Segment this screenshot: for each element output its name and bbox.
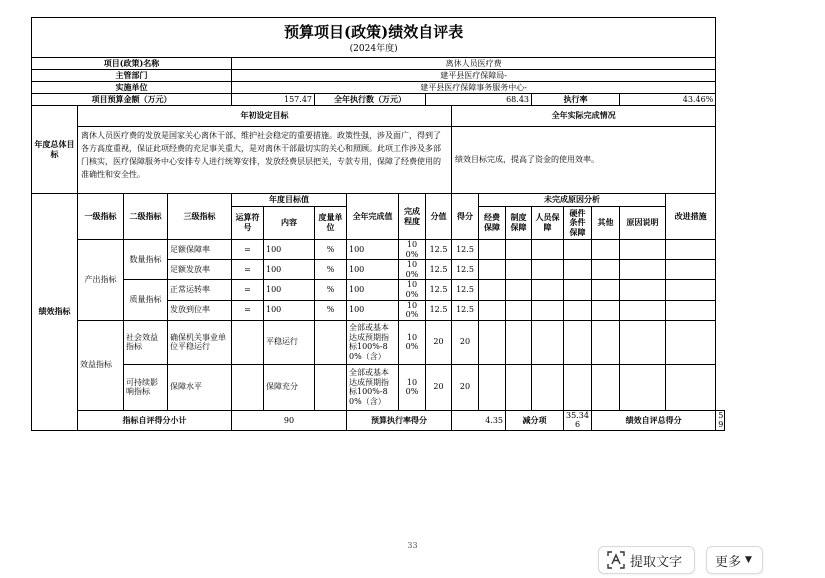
row-actual: 100 xyxy=(347,260,399,280)
row-score: 20 xyxy=(452,320,479,364)
row-score: 12.5 xyxy=(452,240,479,260)
header-actual: 全年完成值 xyxy=(347,194,399,240)
row-degree: 100% xyxy=(399,260,426,280)
row-unit: % xyxy=(315,240,347,260)
l1-benefit: 效益指标 xyxy=(78,320,124,410)
l2-quality: 质量指标 xyxy=(124,280,168,320)
impl-label: 实施单位 xyxy=(32,82,232,94)
header-l1: 一级指标 xyxy=(78,194,124,240)
header-reason-staff: 人员保障 xyxy=(532,207,564,240)
document-title: 预算项目(政策)绩效自评表 xyxy=(32,18,716,43)
deduct-value: 35.346 xyxy=(564,410,592,430)
row-unit: % xyxy=(315,280,347,300)
exec-value: 68.43 xyxy=(426,94,532,106)
table-row xyxy=(32,320,725,364)
row-op: = xyxy=(232,240,264,260)
header-degree: 完成程度 xyxy=(399,194,426,240)
row-l3: 保障水平 xyxy=(168,364,232,410)
row-op xyxy=(232,320,264,364)
row-degree: 100% xyxy=(399,364,426,410)
subtotal-value: 90 xyxy=(232,410,347,430)
total-label: 绩效自评总得分 xyxy=(592,410,716,430)
rate-label: 执行率 xyxy=(532,94,620,106)
header-reason-system: 制度保障 xyxy=(506,207,532,240)
perf-label: 绩效指标 xyxy=(32,194,78,431)
more-label: 更多 xyxy=(715,554,742,570)
row-content: 100 xyxy=(264,240,315,260)
row-full: 12.5 xyxy=(426,280,452,300)
row-actual: 全部或基本达成预期指标100%-80%（含） xyxy=(347,364,399,410)
more-button[interactable] xyxy=(706,546,763,574)
row-content: 100 xyxy=(264,260,315,280)
row-content: 100 xyxy=(264,300,315,320)
row-full: 12.5 xyxy=(426,240,452,260)
chevron-down-icon: ▼ xyxy=(745,555,752,565)
footer-row xyxy=(32,410,725,430)
table-row xyxy=(32,240,725,260)
row-actual: 100 xyxy=(347,280,399,300)
exec-score-value: 4.35 xyxy=(452,410,506,430)
row-l3: 发放到位率 xyxy=(168,300,232,320)
plan-header: 年初设定目标 xyxy=(78,106,452,127)
subtotal-label: 指标自评得分小计 xyxy=(78,410,232,430)
header-reason-funding: 经费保障 xyxy=(479,207,506,240)
l2-social: 社会效益指标 xyxy=(124,320,168,364)
total-value: 59 xyxy=(716,410,725,430)
table-row xyxy=(32,364,725,410)
header-score-full: 分值 xyxy=(426,194,452,240)
row-score: 12.5 xyxy=(452,260,479,280)
header-l2: 二级指标 xyxy=(124,194,168,240)
row-l3: 足额保障率 xyxy=(168,240,232,260)
header-reason-group: 未完成原因分析 xyxy=(479,194,666,207)
rate-value: 43.46% xyxy=(620,94,716,106)
row-unit: % xyxy=(315,260,347,280)
header-score: 得分 xyxy=(452,194,479,240)
row-content: 保障充分 xyxy=(264,364,315,410)
extract-text-label: 提取文字 xyxy=(630,554,683,570)
project-name-label: 项目(政策)名称 xyxy=(32,58,232,70)
l2-sustain: 可持续影响指标 xyxy=(124,364,168,410)
row-unit xyxy=(315,320,347,364)
row-degree: 100% xyxy=(399,300,426,320)
row-degree: 100% xyxy=(399,280,426,300)
actual-text: 绩效目标完成，提高了资金的使用效率。 xyxy=(452,127,716,194)
budget-label: 项目预算金额（万元） xyxy=(32,94,232,106)
header-content: 内容 xyxy=(264,207,315,240)
header-reason-other: 其他 xyxy=(592,207,620,240)
table-row xyxy=(32,280,725,300)
row-actual: 100 xyxy=(347,240,399,260)
actual-header: 全年实际完成情况 xyxy=(452,106,716,127)
budget-value: 157.47 xyxy=(232,94,315,106)
row-content: 平稳运行 xyxy=(264,320,315,364)
header-reason-hardware: 硬件条件保障 xyxy=(564,207,592,240)
deduct-label: 减分项 xyxy=(506,410,564,430)
exec-label: 全年执行数（万元） xyxy=(315,94,426,106)
page-number: 33 xyxy=(407,541,418,550)
row-score: 12.5 xyxy=(452,300,479,320)
row-l3: 正常运转率 xyxy=(168,280,232,300)
performance-table xyxy=(31,17,725,431)
row-l3: 足额发放率 xyxy=(168,260,232,280)
project-name-value: 离休人员医疗费 xyxy=(232,58,716,70)
dept-label: 主管部门 xyxy=(32,70,232,82)
row-op: = xyxy=(232,260,264,280)
impl-value: 建平县医疗保障事务服务中心- xyxy=(232,82,716,94)
row-unit xyxy=(315,364,347,410)
header-l3: 三级指标 xyxy=(168,194,232,240)
row-full: 12.5 xyxy=(426,260,452,280)
row-score: 12.5 xyxy=(452,280,479,300)
row-op xyxy=(232,364,264,410)
row-content: 100 xyxy=(264,280,315,300)
row-l3: 确保机关事业单位平稳运行 xyxy=(168,320,232,364)
row-op: = xyxy=(232,280,264,300)
row-actual: 100 xyxy=(347,300,399,320)
goal-section-label: 年度总体目标 xyxy=(32,106,78,194)
document-year: (2024年度) xyxy=(32,43,716,58)
row-unit: % xyxy=(315,300,347,320)
header-unit: 度量单位 xyxy=(315,207,347,240)
row-full: 12.5 xyxy=(426,300,452,320)
row-full: 20 xyxy=(426,364,452,410)
l2-quantity: 数量指标 xyxy=(124,240,168,280)
row-degree: 100% xyxy=(399,240,426,260)
row-op: = xyxy=(232,300,264,320)
l1-output: 产出指标 xyxy=(78,240,124,321)
text-recognition-icon xyxy=(607,551,625,569)
plan-text: 离休人员医疗费的发放是国家关心离休干部、维护社会稳定的重要措施。政策性强，涉及面广，得到了各方高度重视，保证此项经费的充足事关重大，是对离休干部最切实的关心和照顾。此项工作涉及多部门核实，医疗保障服务中心安排专人进行统筹安排，发放经费层层把关，专款专用，保障了经费使用的准确性和安全性。 xyxy=(78,127,452,194)
row-score: 20 xyxy=(452,364,479,410)
header-op: 运算符号 xyxy=(232,207,264,240)
dept-value: 建平县医疗保障局- xyxy=(232,70,716,82)
header-improve: 改进措施 xyxy=(666,194,716,240)
row-full: 20 xyxy=(426,320,452,364)
exec-score-label: 预算执行率得分 xyxy=(347,410,452,430)
extract-text-button[interactable] xyxy=(598,546,695,574)
header-target-group: 年度目标值 xyxy=(232,194,347,207)
row-actual: 全部或基本达成预期指标100%-80%（含） xyxy=(347,320,399,364)
row-degree: 100% xyxy=(399,320,426,364)
header-reason-note: 原因说明 xyxy=(620,207,666,240)
